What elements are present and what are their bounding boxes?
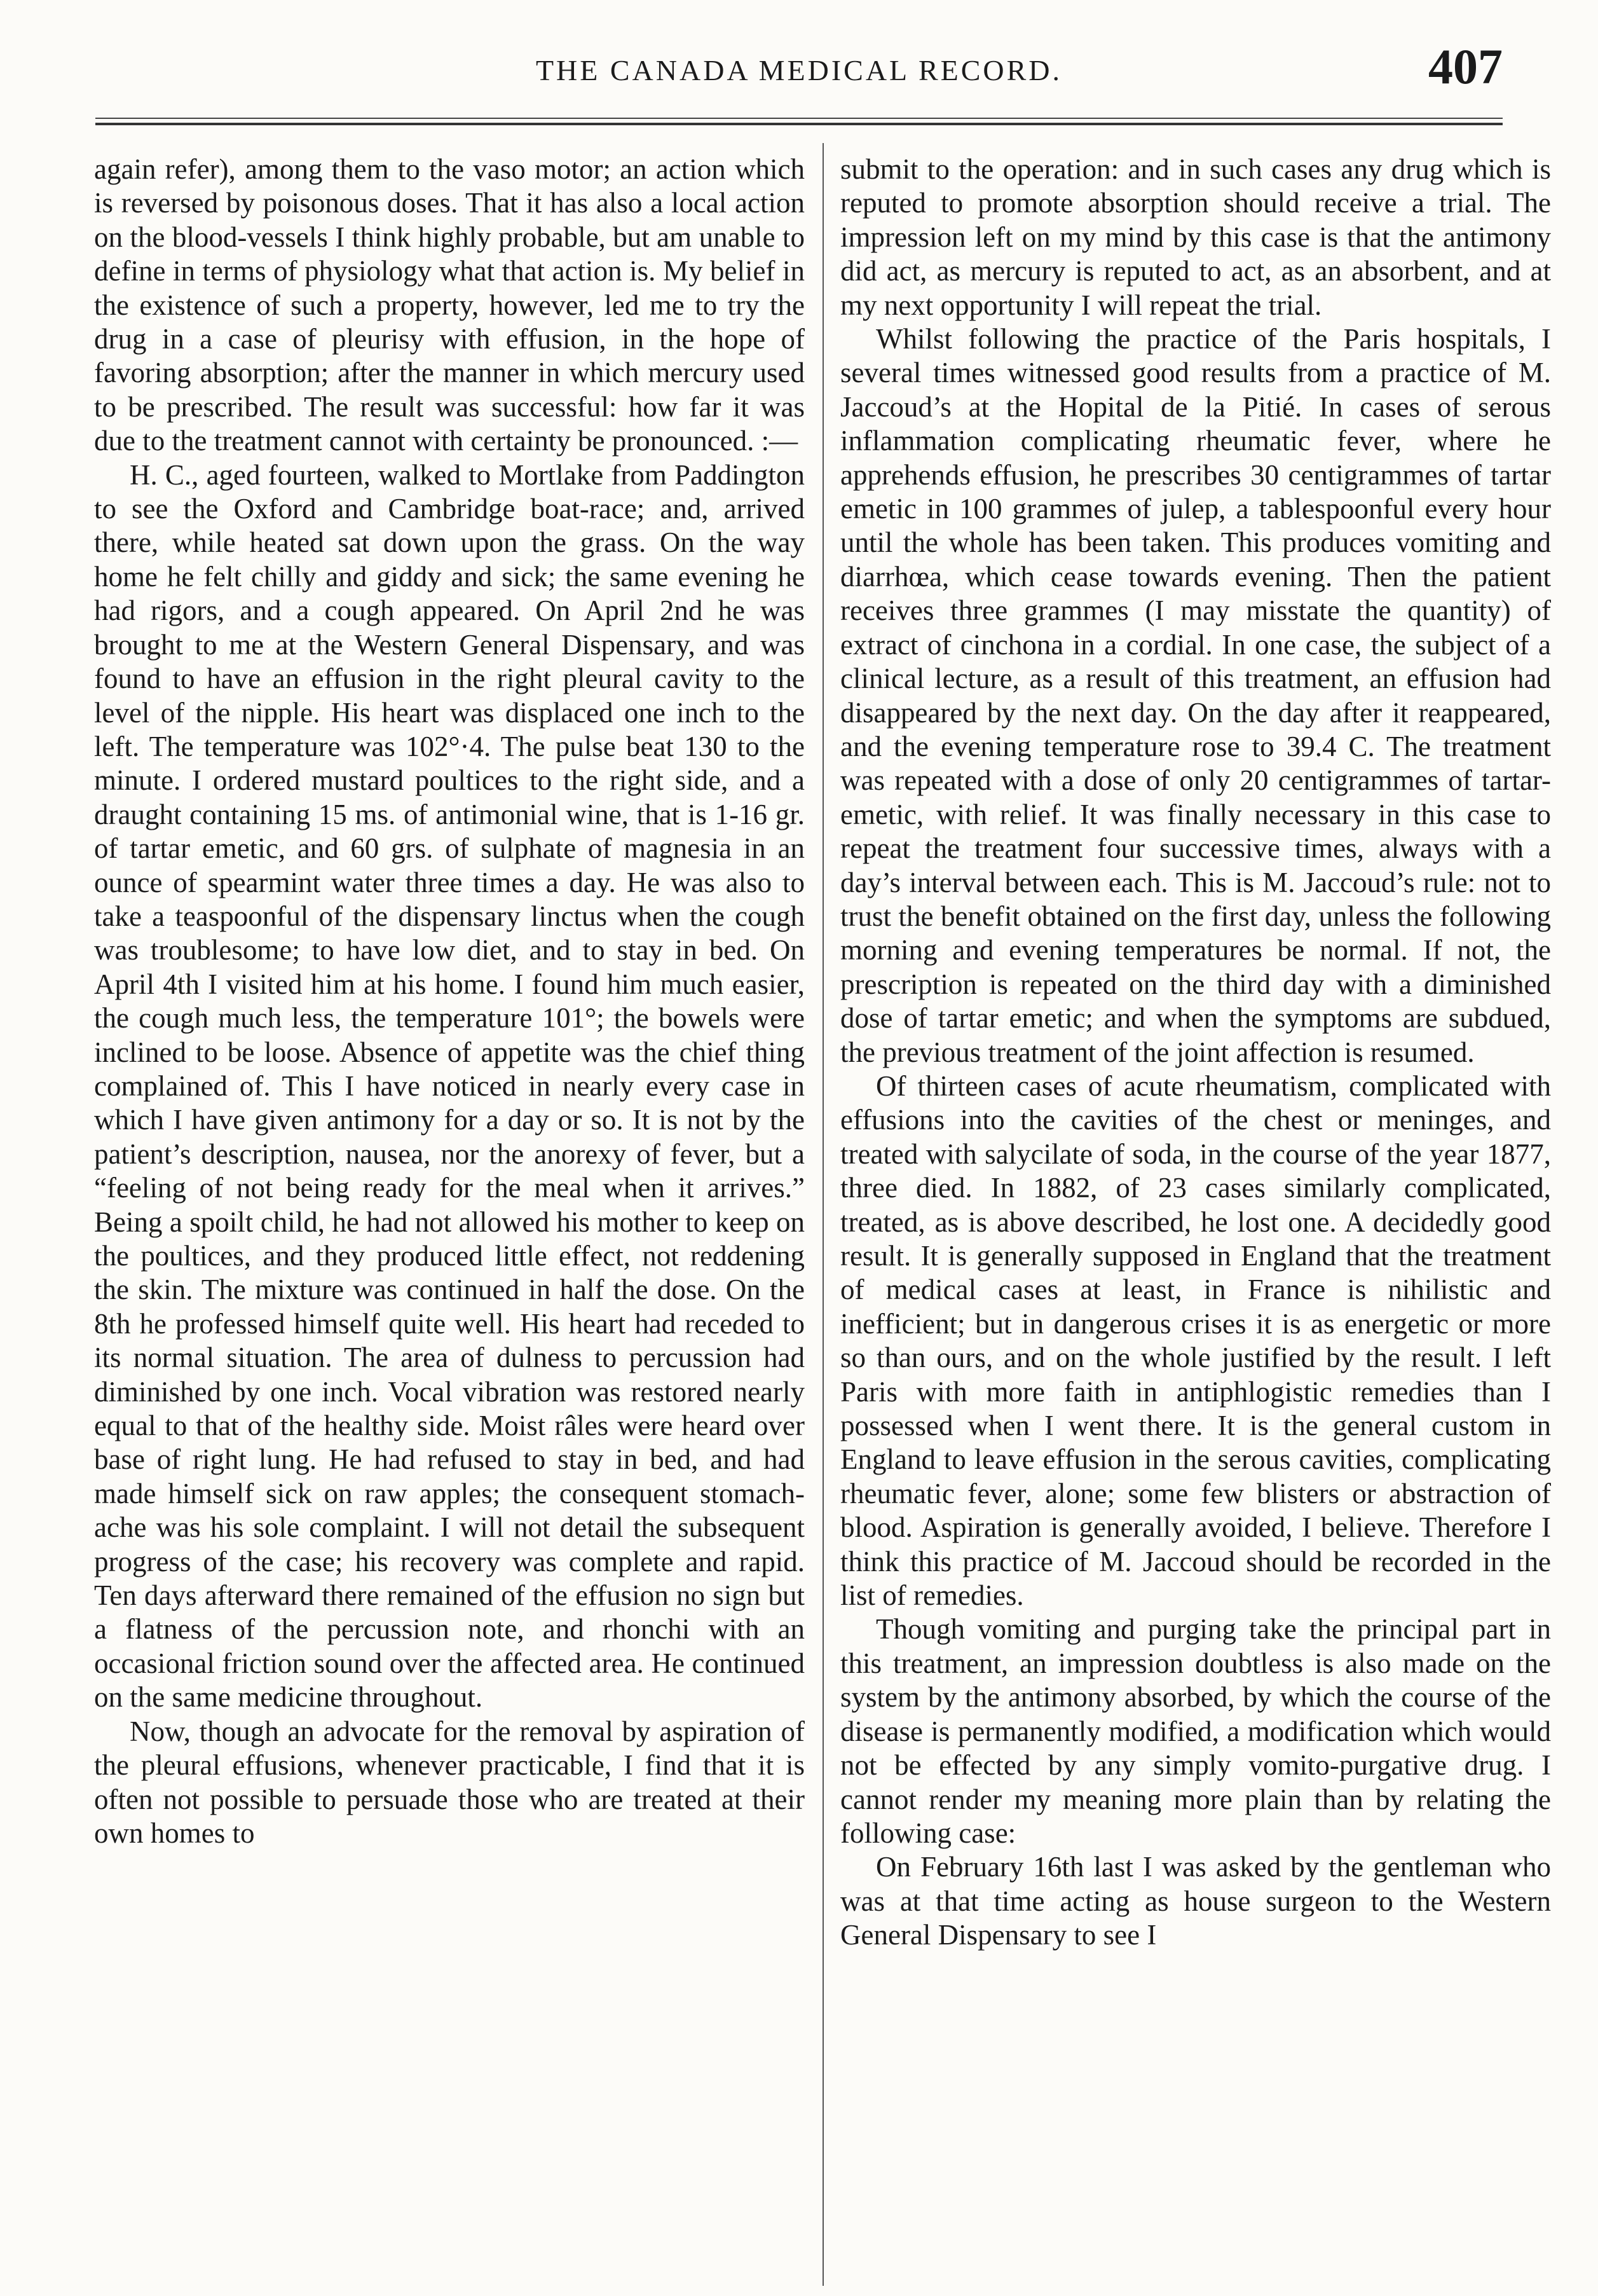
right-column [840,153,1551,2283]
header-rule-thick [95,123,1503,125]
running-title: THE CANADA MEDICAL RECORD. [535,54,1063,86]
paragraph: Though vomiting and purging take the principal part in this treatment, an impression doubtless is also made on the system by the antimony absorbed, by which the course of the disease is permanently modified, a modification which would not be effected by any simply vomito-purgative drug. I cannot render my meaning more plain than by relating the following case: [840,1613,1551,1849]
paragraph: On February 16th last I was asked by the gentleman who was at that time acting as house surgeon to the Western General Dispensary to see I [840,1851,1551,1951]
paragraph: Whilst following the practice of the Paris hospitals, I several times witnessed good results from a practice of M. Jaccoud’s at the Hopital de la Pitié. In cases of serous inflammation complicating rheumatic fever, where he apprehends effusion, he prescribes 30 centigrammes of tartar emetic in 100 grammes of julep, a tablespoonful every hour until the whole has been taken. This produces vomiting and diarrhœa, which cease towards evening. Then the patient receives three grammes (I may misstate the quantity) of extract of cinchona in a cordial. In one case, the subject of a clinical lecture, as a result of this treatment, an effusion had disappeared by the next day. On the day after it reappeared, and the evening temperature rose to 39.4 C. The treatment was repeated with a dose of only 20 centigrammes of tartar-emetic, with relief. It was finally necessary in this case to repeat the treatment four successive times, always with a day’s interval between each. This is M. Jaccoud’s rule: not to trust the benefit obtained on the first day, unless the following morning and evening temperatures be normal. If not, the prescription is repeated on the third day with a diminished dose of tartar emetic; and when the symptoms are subdued, the previous treatment of the joint affection is resumed. [840,323,1551,1068]
paragraph: Of thirteen cases of acute rheumatism, complicated with effusions into the cavities of the chest or meninges, and treated with salycilate of soda, in the course of the year 1877, three died. In 1882, of 23 cases similarly complicated, treated, as is above described, he lost one. A decidedly good result. It is generally supposed in England that the treatment of medical cases at least, in France is nihilistic and inefficient; but in dangerous crises it is as energetic or more so than ours, and on the whole justified by the result. I left Paris with more faith in antiphlogistic remedies than I possessed when I went there. It is the general custom in England to leave effusion in the serous cavities, complicating rheumatic fever, alone; some few blisters or abstraction of blood. Aspiration is generally avoided, I believe. Therefore I think this practice of M. Jaccoud should be recorded in the list of remedies. [840,1069,1551,1612]
left-column [94,153,805,2283]
paragraph: Now, though an advocate for the removal by aspiration of the pleural effusions, whenever practicable, I find that it is often not possible to persuade those who are treated at their own homes to [94,1715,805,1849]
paragraph: submit to the operation: and in such cases any drug which is reputed to promote absorption should receive a trial. The impression left on my mind by this case is that the antimony did act, as mercury is reputed to act, as an absorbent, and at my next opportunity I will repeat the trial. [840,153,1551,321]
header-rule-thin [95,118,1503,119]
column-divider [823,143,824,2286]
page-header [95,25,1503,102]
paragraph: again refer), among them to the vaso motor; an action which is reversed by poisonous doses. That it has also a local action on the blood-vessels I think highly probable, but am unable to define in terms of physiology what that action is. My belief in the existence of such a property, however, led me to try the drug in a case of pleurisy with effusion, in the hope of favoring absorption; after the manner in which mercury used to be prescribed. The result was successful: how far it was due to the treatment cannot with certainty be pronounced. :— [94,153,805,457]
page-number: 407 [1428,39,1503,94]
paragraph: H. C., aged fourteen, walked to Mortlake from Paddington to see the Oxford and Cambridge boat-race; and, arrived there, while heated sat down upon the grass. On the way home he felt chilly and giddy and sick; the same evening he had rigors, and a cough appeared. On April 2nd he was brought to me at the Western General Dispensary, and was found to have an effusion in the right pleural cavity to the level of the nipple. His heart was displaced one inch to the left. The temperature was 102°·4. The pulse beat 130 to the minute. I ordered mustard poultices to the right side, and a draught containing 15 ms. of antimonial wine, that is 1-16 gr. of tartar emetic, and 60 grs. of sulphate of magnesia in an ounce of spearmint water three times a day. He was also to take a teaspoonful of the dispensary linctus when the cough was troublesome; to have low diet, and to stay in bed. On April 4th I visited him at his home. I found him much easier, the cough much less, the temperature 101°; the bowels were inclined to be loose. Absence of appetite was the chief thing complained of. This I have noticed in nearly every case in which I have given antimony for a day or so. It is not by the patient’s description, nausea, nor the anorexy of fever, but a “feeling of not being ready for the meal when it arrives.” Being a spoilt child, he had not allowed his mother to keep on the poultices, and they produced little effect, not reddening the skin. The mixture was continued in half the dose. On the 8th he professed himself quite well. His heart had receded to its normal situation. The area of dulness to percussion had diminished by one inch. Vocal vibration was restored nearly equal to that of the healthy side. Moist râles were heard over base of right lung. He had refused to stay in bed, and had made himself sick on raw apples; the consequent stomach-ache was his sole complaint. I will not detail the subsequent progress of the case; his recovery was complete and rapid. Ten days afterward there remained of the effusion no sign but a flatness of the percussion note, and rhonchi with an occasional friction sound over the affected area. He continued on the same medicine throughout. [94,458,805,1714]
